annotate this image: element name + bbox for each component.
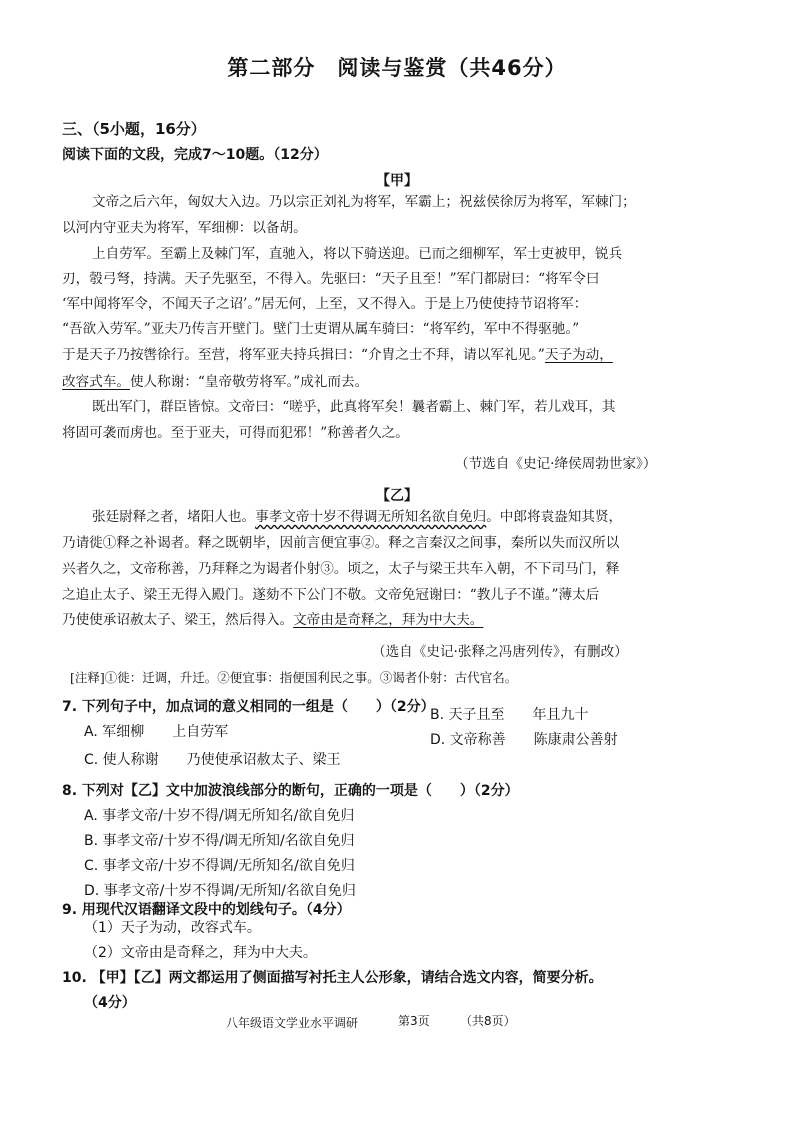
jia-line: 刃，彀弓弩，持满。天子先驱至，不得入。先驱曰：“天子且至！”军门都尉曰：“将军令曰 [62, 271, 600, 287]
yi-line-5 [62, 614, 483, 628]
q10-stem-tail: 请结合选文内容，简要分析。 [420, 970, 603, 986]
section-instruction: 阅读下面的文段，完成7～10题。（12分） [62, 147, 328, 163]
question-7-stem: 7. 下列句子中，加点词的意义相同的一组是（ ）（2分） [62, 699, 435, 715]
jia-line-8 [62, 376, 368, 390]
question-9-stem: 9. 用现代汉语翻译文段中的划线句子。（4分） [62, 902, 351, 918]
question-10-stem [62, 967, 603, 987]
jia-line-text: 使人称谢：“皇帝敬劳将军。”成礼而去。 [129, 374, 369, 390]
q10-stem-text: 10. 【甲】【乙】两文都运用了侧面描写衬托主人公形象， [62, 970, 421, 986]
q7-option-b[interactable]: B. 天子且至 年且九十 [430, 707, 589, 723]
footer-exam-name: 八年级语文学业水平调研 [226, 1016, 359, 1030]
q9-item-2 [84, 942, 317, 962]
q9-item-2-text: （2）文帝由是奇释之，拜为中大夫。 [84, 945, 317, 961]
yi-text: 。中郎将袁盎知其贤， [486, 509, 623, 525]
jia-line: ‘军中闻将军令，不闻天子之诏’。”居无何，上至，又不得入。于是上乃使使持节诏将军： [62, 296, 588, 312]
yi-text: 张廷尉释之者，堵阳人也。 [92, 509, 256, 525]
q8-option-d[interactable]: D. 事孝文帝/十岁不得调/无所知/名欲自免归 [84, 883, 356, 899]
page-title: 第二部分 阅读与鉴赏（共46分） [227, 56, 567, 80]
footer-page-number: 第3页 [398, 1014, 430, 1028]
annotation-notes: [注释]①徙：迁调，升迁。②便宜事：指便国利民之事。③谒者仆射：古代官名。 [70, 670, 518, 685]
wavy-underlined-sentence: 事孝文帝十岁不得调无所知名欲自免归 [255, 509, 487, 525]
section-heading: 三、（5小题，16分） [62, 120, 206, 138]
jia-line: 既出军门，群臣皆惊。文帝曰：“嗟乎，此真将军矣！曩者霸上、棘门军，若儿戏耳，其 [92, 399, 616, 415]
q9-item-1: （1）天子为动，改容式车。 [84, 920, 261, 936]
passage-jia-label: 【甲】 [376, 173, 418, 189]
q7-option-c[interactable]: C. 使人称谢 乃使使承诏赦太子、梁王 [84, 752, 341, 768]
underlined-sentence-1b: 改容式车。 [62, 374, 130, 390]
yi-text: 乃使使承诏赦太子、梁王，然后得入。 [62, 612, 294, 628]
yi-line: 乃请徙①释之补谒者。释之既朝毕，因前言便宜事②。释之言秦汉之间事，秦所以失而汉所以 [62, 535, 620, 551]
jia-line: “吾欲入劳军。”亚夫乃传言开壁门。壁门士吏谓从属车骑曰：“将军约，军中不得驱驰。” [62, 321, 580, 337]
underlined-sentence-2: 文帝由是奇释之，拜为中大夫。 [293, 612, 484, 628]
jia-source: （节选自《史记·绛侯周勃世家》） [455, 456, 657, 472]
jia-line: 以河内守亚夫为将军，军细柳：以备胡。 [62, 220, 307, 236]
q7-option-d[interactable]: D. 文帝称善 陈康肃公善射 [430, 732, 618, 748]
jia-line-text: 于是天子乃按辔徐行。至营，将军亚夫持兵揖曰：“介胄之士不拜，请以军礼见。” [62, 347, 545, 363]
yi-line: 兴者久之，文帝称善，乃拜释之为谒者仆射③。顷之，太子与梁王共车入朝，不下司马门，释 [62, 561, 620, 577]
question-10-score: （4分） [84, 995, 136, 1011]
question-8-stem: 8. 下列对【乙】文中加波浪线部分的断句，正确的一项是（ ）（2分） [62, 783, 519, 799]
jia-line: 将固可袭而虏也。至于亚夫，可得而犯邪！”称善者久之。 [62, 425, 409, 441]
yi-line-1 [92, 511, 622, 525]
yi-source: （选自《史记·张释之冯唐列传》，有删改） [372, 644, 628, 660]
q8-option-c[interactable]: C. 事孝文帝/十岁不得调/无所知名/欲自免归 [84, 858, 355, 874]
jia-line: 上自劳军。至霸上及棘门军，直驰入，将以下骑送迎。已而之细柳军，军士吏被甲，锐兵 [92, 246, 623, 262]
footer-total-pages: （共8页） [460, 1014, 516, 1028]
jia-line-7 [62, 349, 613, 363]
passage-yi-label: 【乙】 [376, 488, 418, 504]
yi-line: 之追止太子、梁王无得入殿门。遂劾不下公门不敬。文帝免冠谢曰：“教儿子不谨。”薄太后 [62, 587, 600, 603]
q8-option-a[interactable]: A. 事孝文帝/十岁不得/调无所知名/欲自免归 [84, 808, 355, 824]
q7-option-a[interactable]: A. 军细柳 上自劳军 [84, 724, 229, 740]
q8-option-b[interactable]: B. 事孝文帝/十岁不得/调无所知/名欲自免归 [84, 833, 355, 849]
jia-line: 文帝之后六年，匈奴大入边。乃以宗正刘礼为将军，军霸上；祝兹侯徐厉为将军，军棘门； [92, 194, 636, 210]
underlined-sentence-1a: 天子为动， [544, 347, 613, 363]
